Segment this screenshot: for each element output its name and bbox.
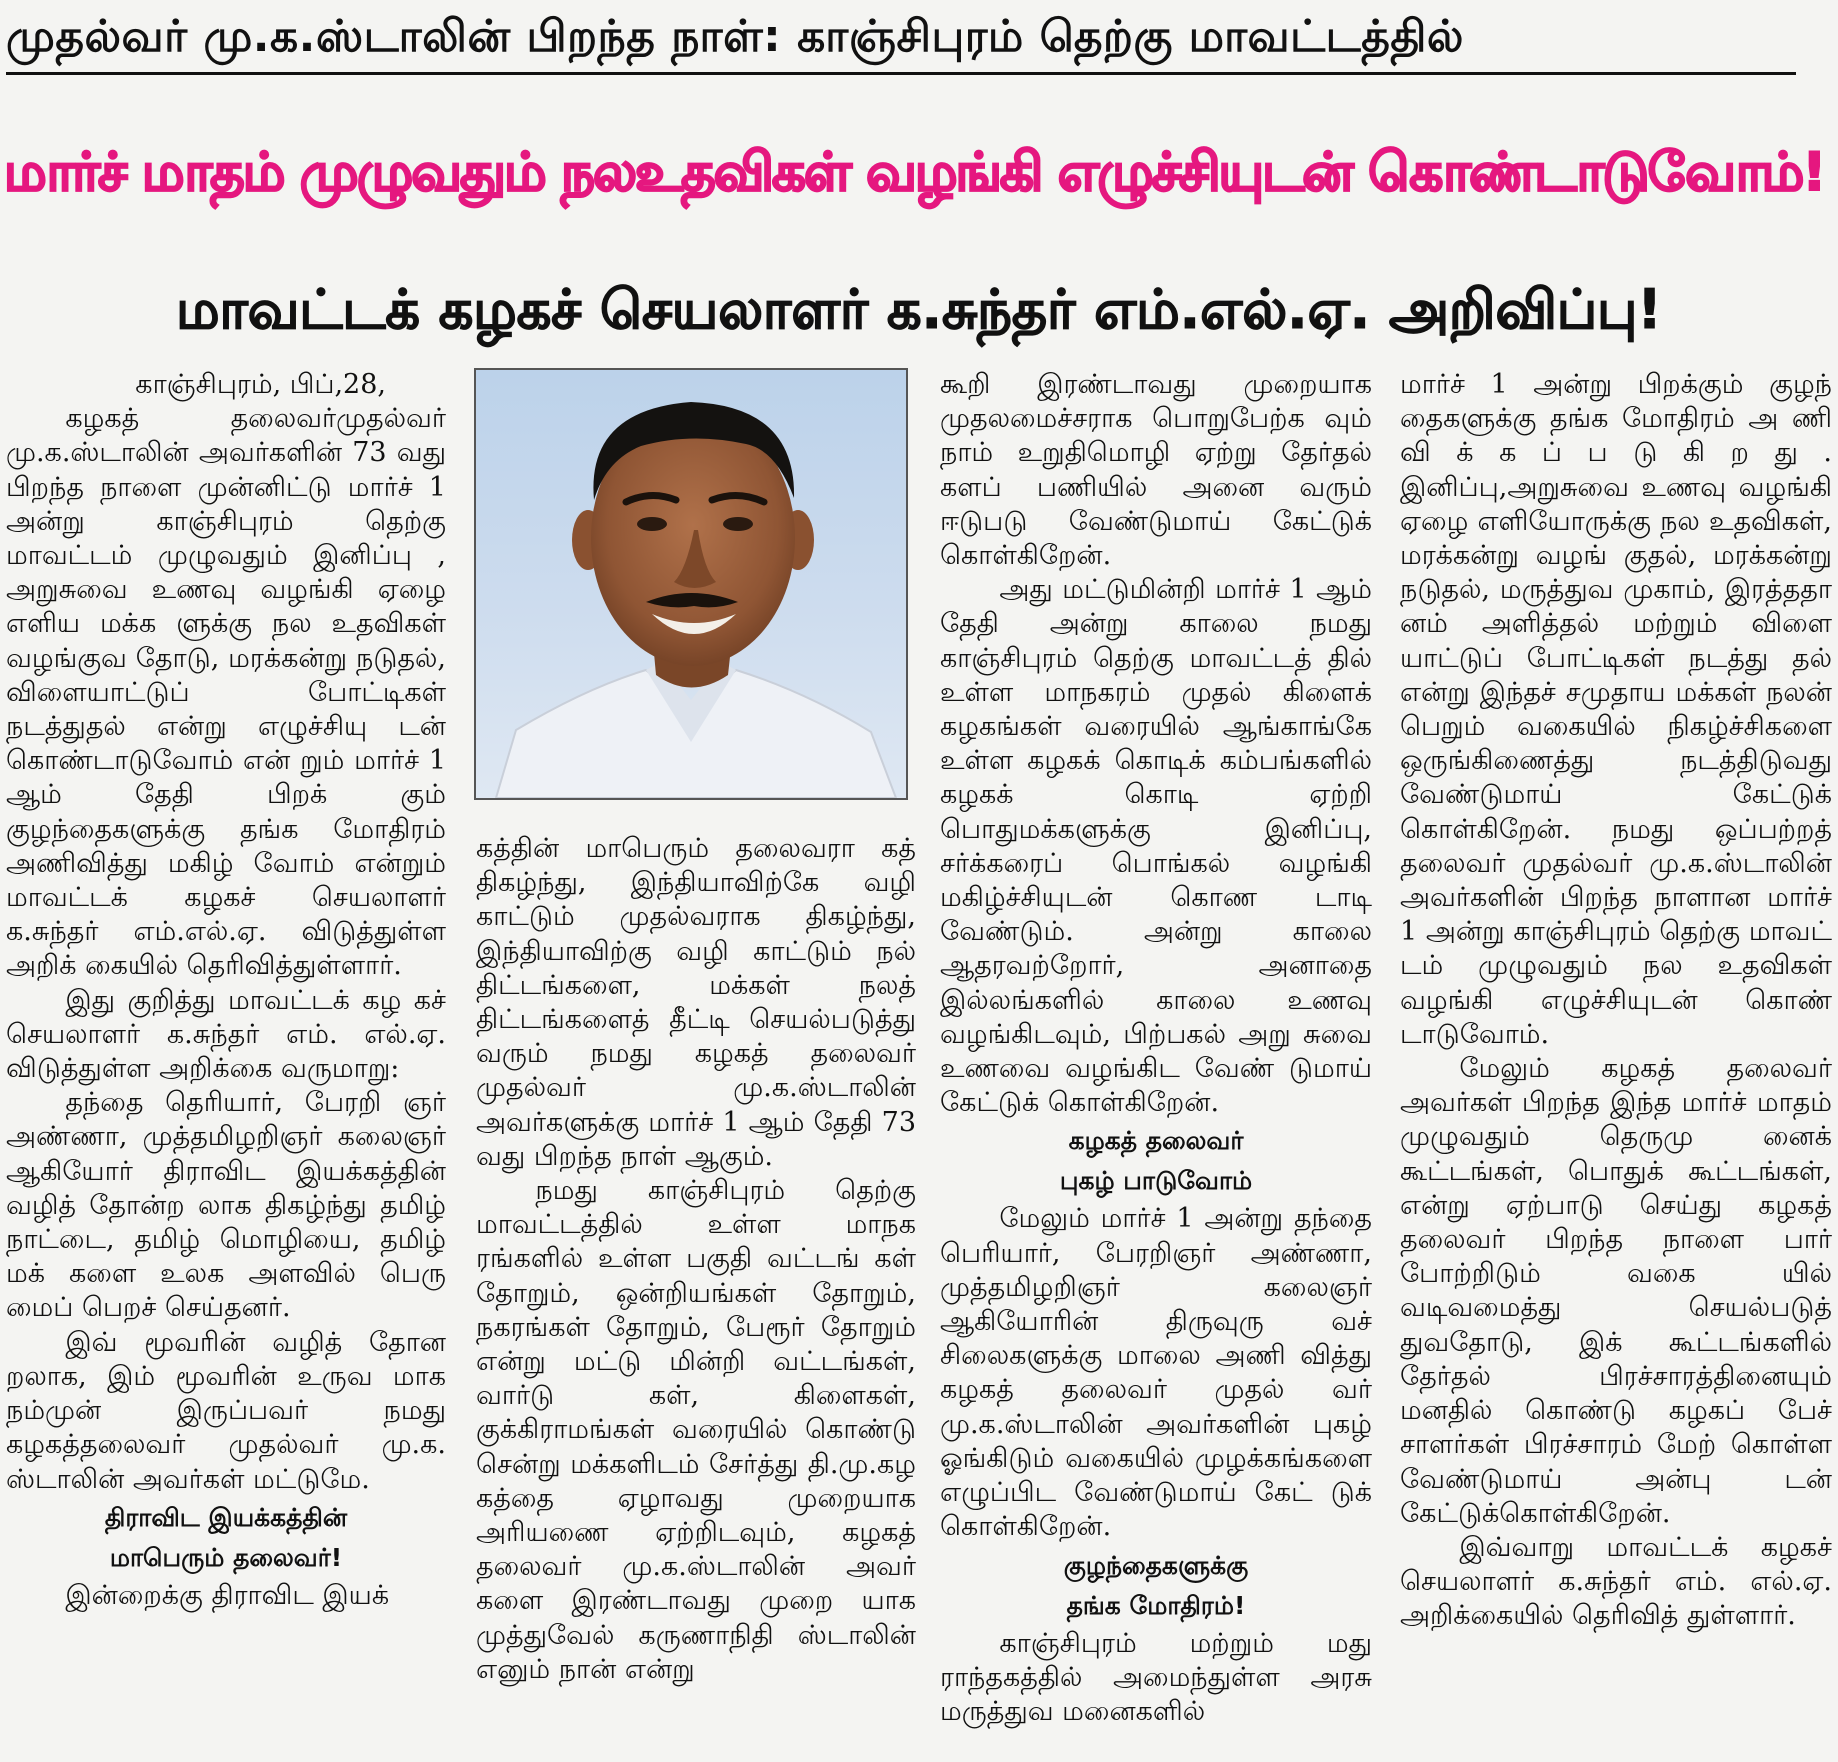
paragraph: இவ் மூவரின் வழித் தோன றலாக, இம் மூவரின் உருவ மாக நம்முன் இருப்பவர் நமது கழகத்தலைவர் முதல்வர் மு.க. ஸ்டாலின் அவர்கள் மட்டுமே. <box>6 1326 446 1495</box>
paragraph: கத்தின் மாபெரும் தலைவரா கத் திகழ்ந்து, இந்தியாவிற்கே வழி காட்டும் முதல்வராக திகழ்ந்து, இந்தியாவிற்கு வழி காட்டும் நல் திட்டங்களை, மக்கள் நலத் திட்டங்களைத் தீட்டி செயல்படுத்து வரும் நமது கழகத் தலைவர் முதல்வர் மு.க.ஸ்டாலின் அவர்களுக்கு மார்ச் 1 ஆம் தேதி 73 வது பிறந்த நாள் ஆகும். <box>476 833 916 1172</box>
paragraph: இது குறித்து மாவட்டக் கழ கச் செயலாளர் க.சுந்தர் எம். எல்.ஏ. விடுத்துள்ள அறிக்கை வருமாறு: <box>6 984 446 1085</box>
section-subheading: கழகத் தலைவர் <box>1068 1126 1244 1156</box>
kicker-headline: முதல்வர் மு.க.ஸ்டாலின் பிறந்த நாள்: காஞ்சிபுரம் தெற்கு மாவட்டத்தில் <box>6 11 1464 62</box>
main-headline: மார்ச் மாதம் முழுவதும் நலஉதவிகள் வழங்கி எழுச்சியுடன் கொண்டாடுவோம்! <box>4 142 1825 203</box>
section-subheading: தங்க மோதிரம்! <box>1066 1590 1246 1620</box>
paragraph: காஞ்சிபுரம் மற்றும் மது ராந்தகத்தில் அமைந்துள்ள அரசு மருத்துவ மனைகளில் <box>940 1627 1372 1727</box>
section-subheading: மாபெரும் தலைவர்! <box>109 1542 343 1572</box>
paragraph: மார்ச் 1 அன்று பிறக்கும் குழந் தைகளுக்கு தங்க மோதிரம் அ ணி வி க் க ப் ப டு கி ற து . இனிப்பு,அறுசுவை உணவு வழங்கி ஏழை எளியோருக்கு நல உதவிகள், மரக்கன்று வழங் குதல், மரக்கன்று நடுதல், மருத்துவ முகாம், இரத்ததா னம் அளித்தல் மற்றும் விளை யாட்டுப் போட்டிகள் நடத்து தல் என்று இந்தச் சமுதாய மக்கள் நலன் பெறும் வகையில் நிகழ்ச்சிகளை ஒருங்கிணைத்து நடத்திடுவது வேண்டுமாய் கேட்டுக் கொள்கிறேன். நமது ஒப்பற்றத் தலைவர் முதல்வர் மு.க.ஸ்டாலின் அவர்களின் பிறந்த நாளான மார்ச் 1 அன்று காஞ்சிபுரம் தெற்கு மாவட் டம் முழுவதும் நல உதவிகள் வழங்கி எழுச்சியுடன் கொண் டாடுவோம். <box>1400 369 1832 1050</box>
dateline: காஞ்சிபுரம், பிப்,28, <box>135 369 386 400</box>
article-column-1 <box>6 368 446 1762</box>
sub-headline: மாவட்டக் கழகச் செயலாளர் க.சுந்தர் எம்.எல்.ஏ. அறிவிப்பு! <box>176 278 1662 341</box>
article-column-4 <box>1400 368 1832 1762</box>
section-subheading: புகழ் பாடுவோம் <box>1059 1166 1253 1196</box>
article-column-2 <box>476 832 916 1762</box>
paragraph: மேலும் கழகத் தலைவர் அவர்கள் பிறந்த இந்த மார்ச் மாதம் முழுவதும் தெருமு னைக் கூட்டங்கள், பொதுக் கூட்டங்கள், என்று ஏற்பாடு செய்து கழகத் தலைவர் பிறந்த நாளை பார் போற்றிடும் வகை யில் வடிவமைத்து செயல்படுத் துவதோடு, இக் கூட்டங்களில் தேர்தல் பிரச்சாரத்தினையும் மனதில் கொண்டு கழகப் பேச் சாளர்கள் பிரச்சாரம் மேற் கொள்ள வேண்டுமாய் அன்பு டன் கேட்டுக்கொள்கிறேன். <box>1400 1053 1832 1529</box>
paragraph: கூறி இரண்டாவது முறையாக முதலமைச்சராக பொறுபேற்க வும் நாம் உறுதிமொழி ஏற்று தேர்தல் களப் பணியில் அனை வரும் ஈடுபடு வேண்டுமாய் கேட்டுக் கொள்கிறேன். <box>940 369 1372 572</box>
paragraph: இவ்வாறு மாவட்டக் கழகச் செயலாளர் க.சுந்தர் எம். எல்.ஏ. அறிக்கையில் தெரிவித் துள்ளார். <box>1400 1531 1832 1632</box>
paragraph: அது மட்டுமின்றி மார்ச் 1 ஆம் தேதி அன்று காலை நமது காஞ்சிபுரம் தெற்கு மாவட்டத் தில் உள்ள மாநகரம் முதல் கிளைக் கழகங்கள் வரையில் ஆங்காங்கே உள்ள கழகக் கொடிக் கம்பங்களில் கழகக் கொடி ஏற்றி பொதுமக்களுக்கு இனிப்பு, சர்க்கரைப் பொங்கல் வழங்கி மகிழ்ச்சியுடன் கொண டாடி வேண்டும். அன்று காலை ஆதரவற்றோர், அனாதை இல்லங்களில் காலை உணவு வழங்கிடவும், பிற்பகல் அறு சுவை உணவை வழங்கிட வேண் டுமாய் கேட்டுக் கொள்கிறேன். <box>940 574 1372 1119</box>
paragraph: மேலும் மார்ச் 1 அன்று தந்தை பெரியார், பேரறிஞர் அண்ணா, முத்தமிழறிஞர் கலைஞர் ஆகியோரின் திருவுரு வச் சிலைகளுக்கு மாலை அணி வித்து கழகத் தலைவர் முதல் வர் மு.க.ஸ்டாலின் அவர்களின் புகழ் ஓங்கிடும் வகையில் முழக்கங்களை எழுப்பிட வேண்டுமாய் கேட் டுக் கொள்கிறேன். <box>940 1203 1372 1543</box>
portrait-illustration <box>476 370 906 798</box>
kicker-underline <box>6 72 1796 75</box>
article-column-3 <box>940 368 1372 1762</box>
paragraph: இன்றைக்கு திராவிட இயக் <box>65 1579 390 1611</box>
paragraph: கழகத் தலைவர்முதல்வர் மு.க.ஸ்டாலின் அவர்களின் 73 வது பிறந்த நாளை முன்னிட்டு மார்ச் 1 அன்று காஞ்சிபுரம் தெற்கு மாவட்டம் முழுவதும் இனிப்பு , அறுசுவை உணவு வழங்கி ஏழை எளிய மக்க ளுக்கு நல உதவிகள் வழங்குவ தோடு, மரக்கன்று நடுதல், விளையாட்டுப் போட்டிகள் நடத்துதல் என்று எழுச்சியு டன் கொண்டாடுவோம் என் றும் மார்ச் 1 ஆம் தேதி பிறக் கும் குழந்தைகளுக்கு தங்க மோதிரம் அணிவித்து மகிழ் வோம் என்றும் மாவட்டக் கழகச் செயலாளர் க.சுந்தர் எம்.எல்.ஏ. விடுத்துள்ள அறிக் கையில் தெரிவித்துள்ளார். <box>6 403 446 982</box>
section-subheading: திராவிட இயக்கத்தின் <box>104 1502 348 1532</box>
paragraph: தந்தை தெரியார், பேரறி ஞர் அண்ணா, முத்தமிழறிஞர் கலைஞர் ஆகியோர் திராவிட இயக்கத்தின் வழித் தோன்ற லாக திகழ்ந்து தமிழ் நாட்டை, தமிழ் மொழியை, தமிழ் மக் களை உலக அளவில் பெரு மைப் பெறச் செய்தனர். <box>6 1087 446 1324</box>
section-subheading: குழந்தைகளுக்கு <box>1063 1550 1249 1580</box>
paragraph: நமது காஞ்சிபுரம் தெற்கு மாவட்டத்தில் உள்ள மாநக ரங்களில் உள்ள பகுதி வட்டங் கள் தோறும், ஒன்றியங்கள் தோறும், நகரங்கள் தோறும், பேரூர் தோறும் என்று மட்டு மின்றி வட்டங்கள், வார்டு கள், கிளைகள், குக்கிராமங்கள் வரையில் கொண்டு சென்று மக்களிடம் சேர்த்து தி.மு.கழ கத்தை ஏழாவது முறையாக அரியணை ஏற்றிடவும், கழகத் தலைவர் மு.க.ஸ்டாலின் அவர் களை இரண்டாவது முறை யாக முத்துவேல் கருணாநிதி ஸ்டாலின் எனும் நான் என்று <box>476 1175 916 1685</box>
portrait-photo <box>474 368 908 800</box>
